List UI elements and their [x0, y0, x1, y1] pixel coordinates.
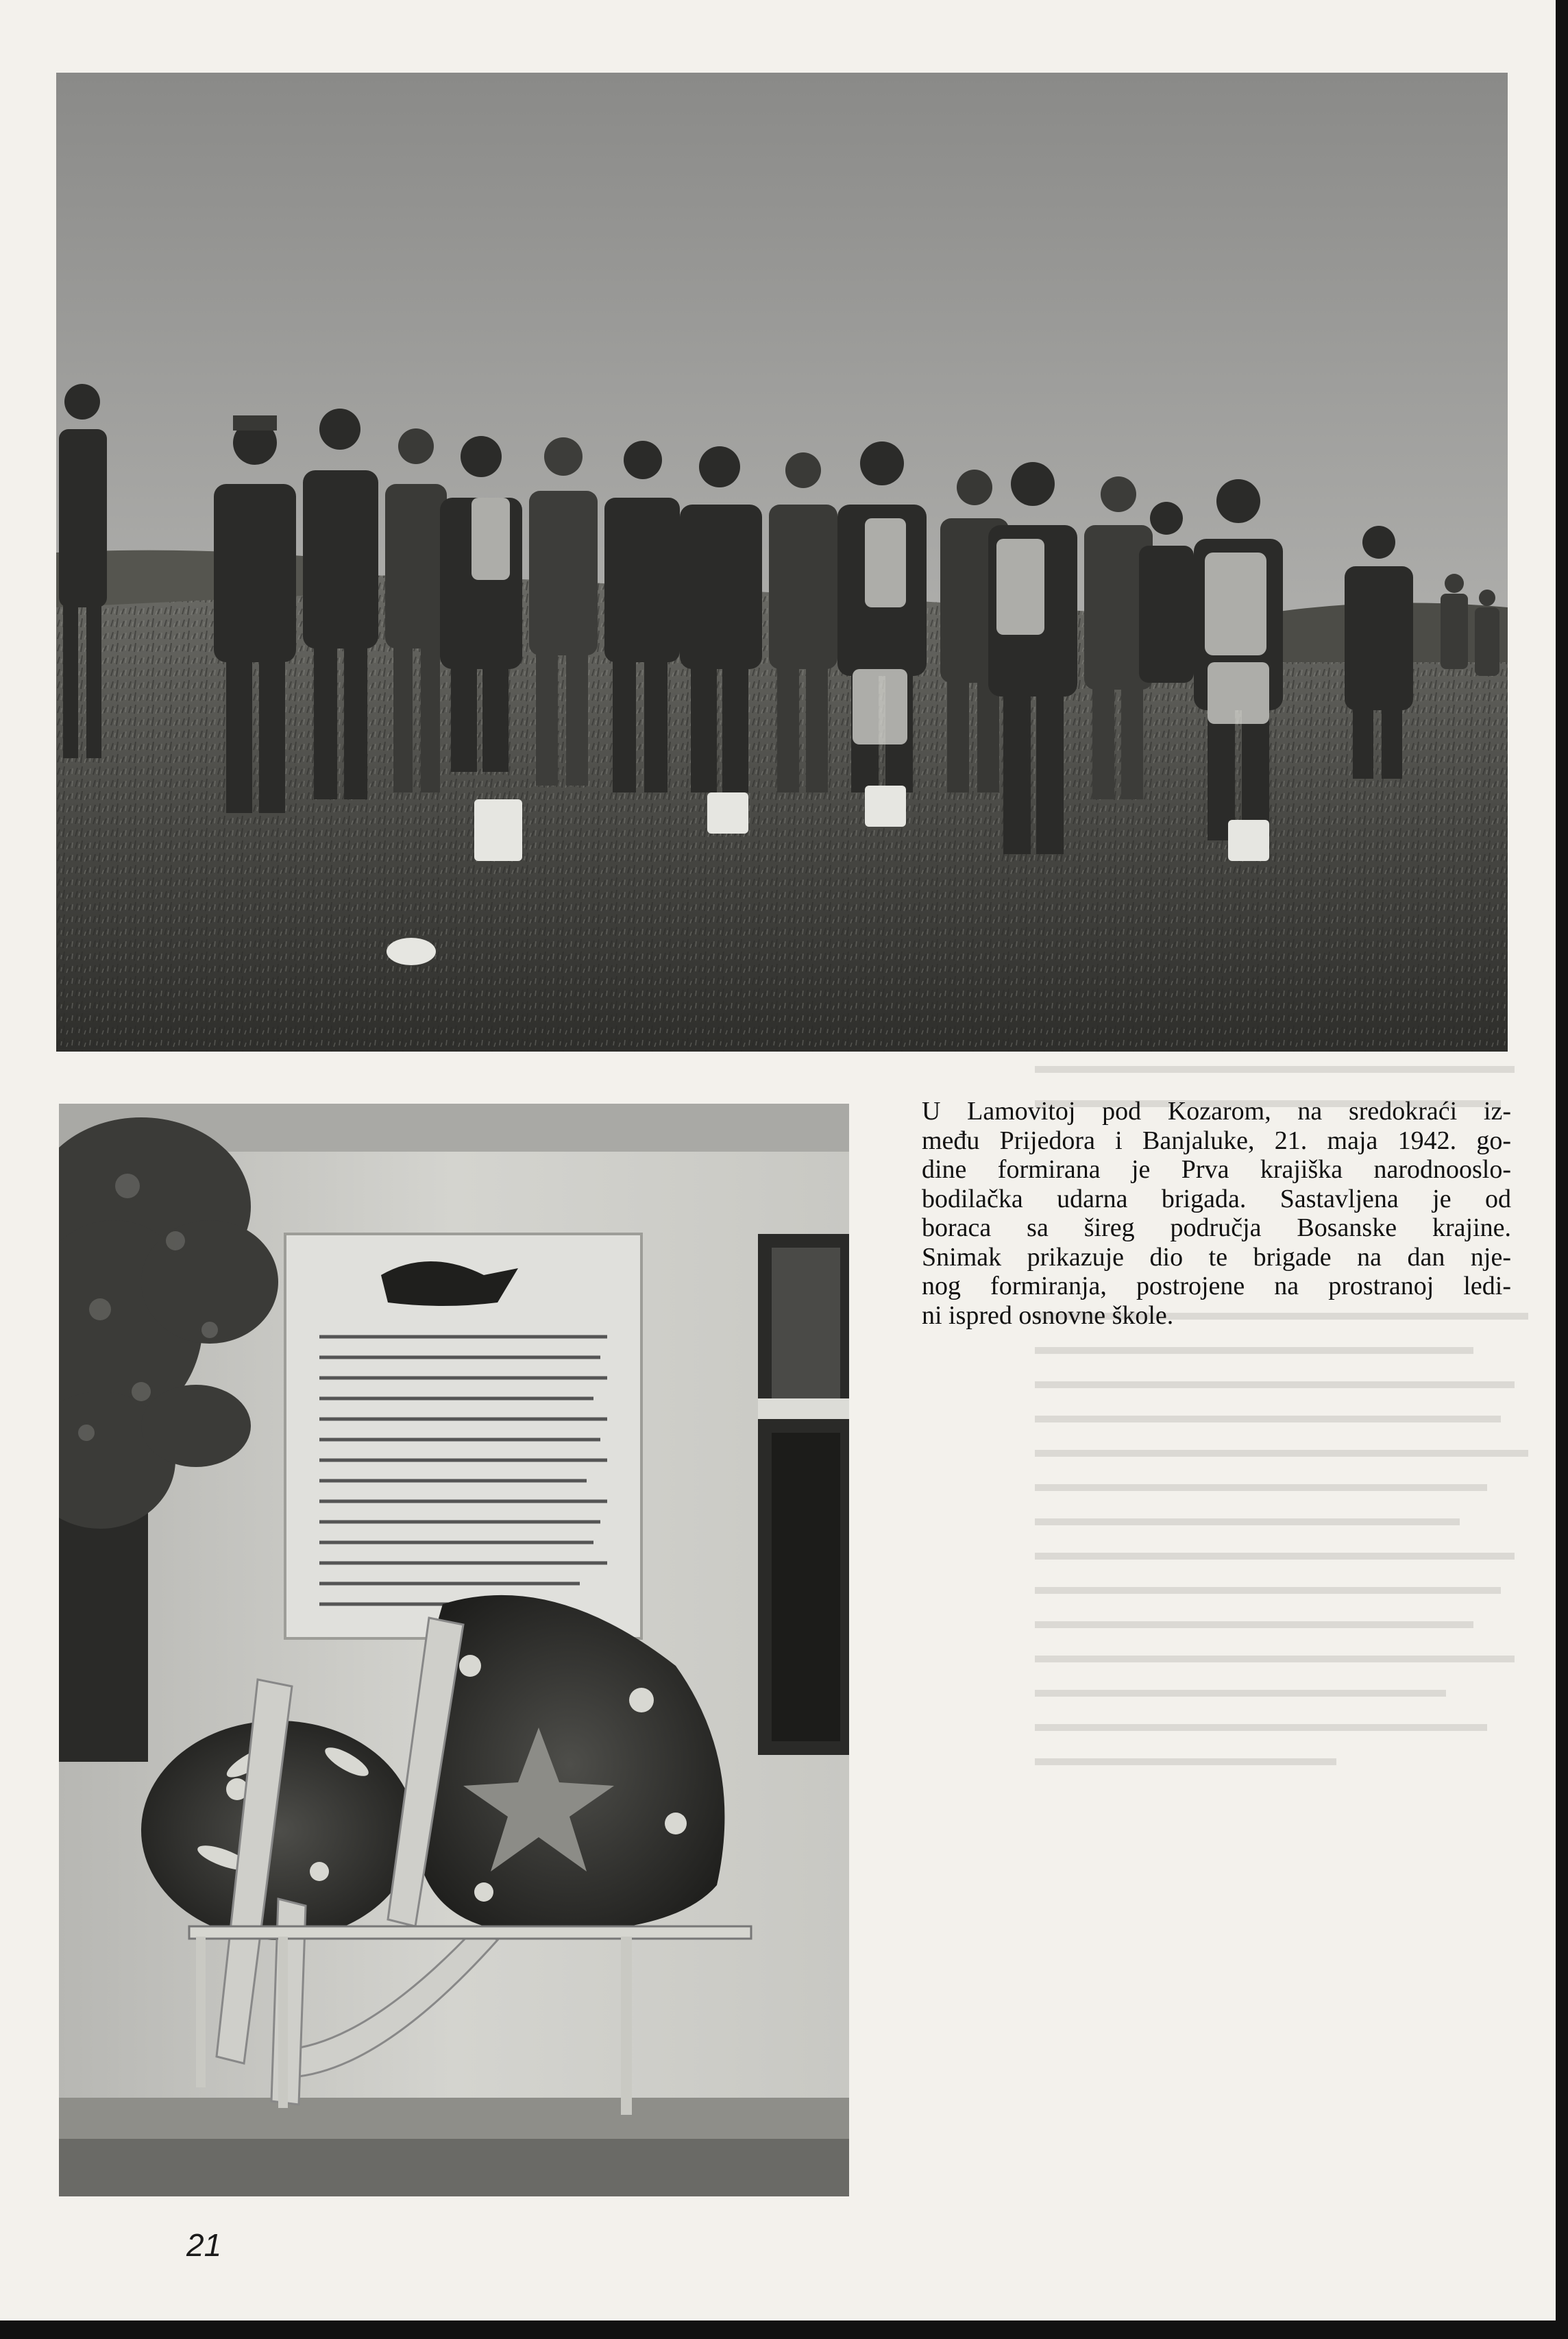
page-number: 21	[186, 2227, 222, 2263]
caption-line: boraca sa šireg područja Bosanske krajine.	[922, 1213, 1511, 1242]
memorial-wreaths-icon	[59, 1104, 849, 2196]
caption-line: U Lamovitoj pod Kozarom, na sredokraći iz-	[922, 1097, 1511, 1126]
caption-line: Snimak prikazuje dio te brigade na dan nje-	[922, 1242, 1511, 1272]
photo-memorial-plaque	[59, 1104, 849, 2196]
caption-line: ni ispred osnovne škole.	[922, 1300, 1174, 1330]
caption-line: među Prijedora i Banjaluke, 21. maja 1942. go-	[922, 1126, 1511, 1155]
caption-line: dine formirana je Prva krajiška narodnooslo-	[922, 1155, 1511, 1184]
photo-caption	[922, 1097, 1511, 1330]
photo-brigade-formation	[56, 73, 1508, 1052]
soldiers-lineup-icon	[56, 73, 1508, 1052]
caption-line: bodilačka udarna brigada. Sastavljena je od	[922, 1184, 1511, 1213]
caption-line: nog formiranja, postrojene na prostranoj ledi-	[922, 1272, 1511, 1300]
